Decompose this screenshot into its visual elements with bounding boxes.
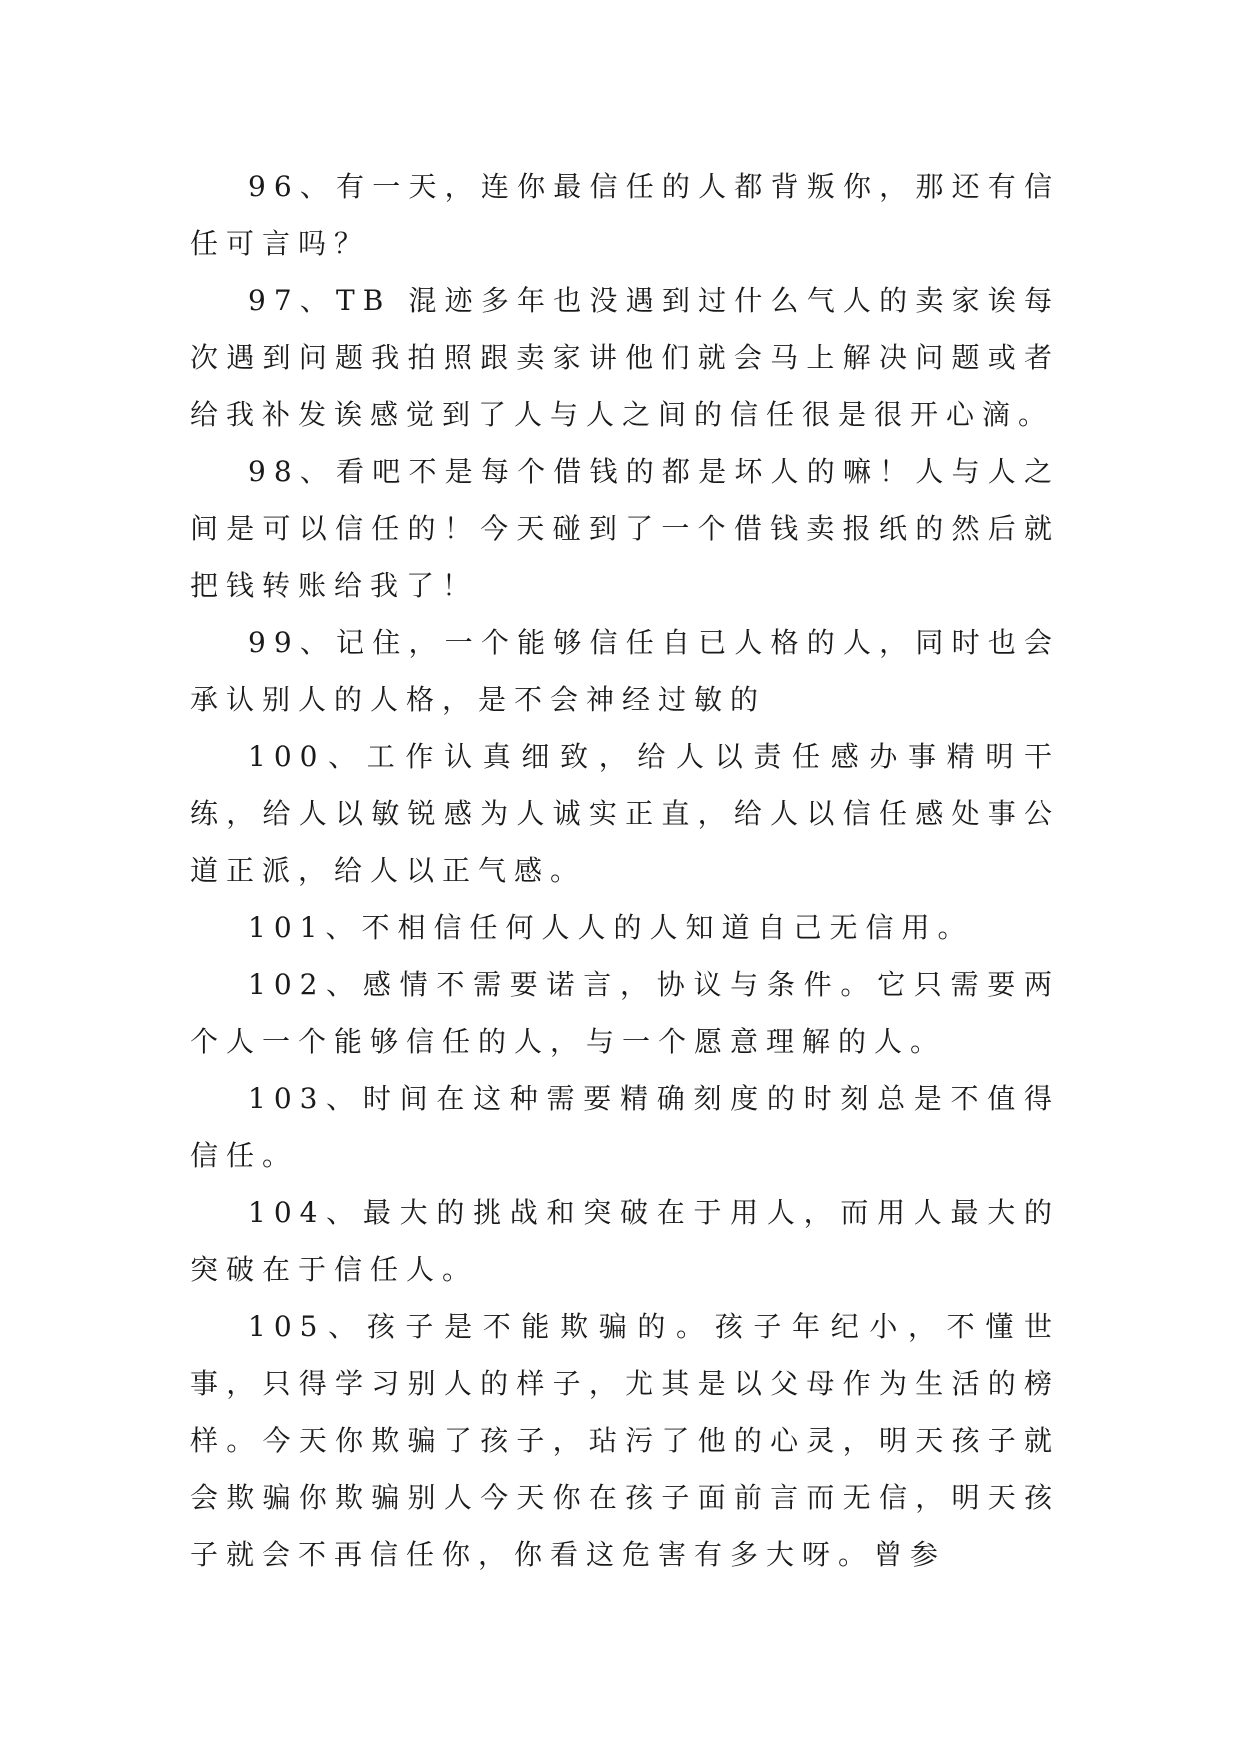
paragraph-103: 103、时间在这种需要精确刻度的时刻总是不值得信任。 (190, 1082, 1060, 1172)
paragraph-96: 96、有一天，连你最信任的人都背叛你，那还有信任可言吗？ (190, 170, 1060, 260)
paragraph-105: 105、孩子是不能欺骗的。孩子年纪小，不懂世事，只得学习别人的样子，尤其是以父母作为生活的榜样。今天你欺骗了孩子，玷污了他的心灵，明天孩子就会欺骗你欺骗别人今天你在孩子面前言而无信，明天孩子就会不再信任你，你看这危害有多大呀。曾参 (190, 1310, 1060, 1571)
paragraph-100: 100、工作认真细致，给人以责任感办事精明干练，给人以敏锐感为人诚实正直，给人以信任感处事公道正派，给人以正气感。 (190, 740, 1060, 887)
paragraph-99: 99、记住，一个能够信任自已人格的人，同时也会承认别人的人格，是不会神经过敏的 (190, 626, 1060, 716)
document-body (190, 158, 1060, 1583)
paragraph-98: 98、看吧不是每个借钱的都是坏人的嘛！人与人之间是可以信任的！今天碰到了一个借钱卖报纸的然后就把钱转账给我了！ (190, 455, 1060, 602)
paragraph-102: 102、感情不需要诺言，协议与条件。它只需要两个人一个能够信任的人，与一个愿意理解的人。 (190, 968, 1060, 1058)
paragraph-97: 97、TB 混迹多年也没遇到过什么气人的卖家诶每次遇到问题我拍照跟卖家讲他们就会马上解决问题或者给我补发诶感觉到了人与人之间的信任很是很开心滴。 (190, 284, 1060, 431)
paragraph-101: 101、不相信任何人人的人知道自己无信用。 (248, 911, 974, 944)
paragraph-104: 104、最大的挑战和突破在于用人，而用人最大的突破在于信任人。 (190, 1196, 1060, 1286)
